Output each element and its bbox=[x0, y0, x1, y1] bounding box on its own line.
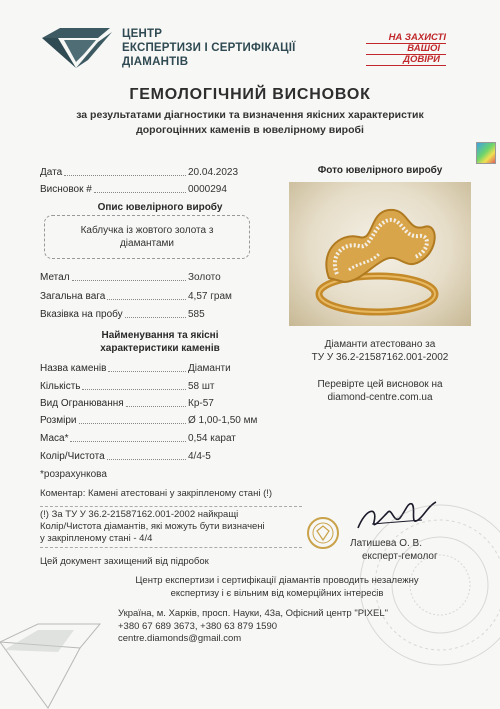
metal-row: Метал Золото bbox=[40, 272, 221, 283]
comment: Коментар: Камені атестовані у закріпленому стані (!) bbox=[40, 488, 273, 499]
document-subtitle: за результатами діагностики та визначення якісних характеристик дорогоцінних каменів в ювелірному виробі bbox=[76, 109, 424, 136]
verify-note: Перевірте цей висновок на diamond-centre.com.ua bbox=[317, 379, 443, 403]
ring-photo bbox=[289, 182, 471, 326]
protection-note: Цей документ захищений від підробок bbox=[40, 556, 209, 567]
slogan: НА ЗАХИСТІ ВАШОЇ ДОВІРИ bbox=[366, 33, 446, 66]
watermark-icon bbox=[330, 455, 500, 685]
cut-row: Вид Огранювання Кр-57 bbox=[40, 398, 214, 409]
independence-note: Центр експертизи і сертифікації діамантів проводить незалежну експертизу і є вільним від комерційних інтересів bbox=[135, 575, 419, 599]
item-description: Каблучка із жовтого золота з діамантами bbox=[44, 215, 250, 259]
mass-row: Маса* 0,54 карат bbox=[40, 433, 236, 444]
signer-role: експерт-гемолог bbox=[362, 551, 438, 562]
diamond-logo-icon bbox=[38, 26, 116, 70]
item-section-title: Опис ювелірного виробу bbox=[97, 202, 223, 213]
calculated-footnote: *розрахункова bbox=[40, 469, 107, 480]
conclusion-number-row: Висновок # 0000294 bbox=[40, 184, 227, 195]
size-row: Розміри Ø 1,00-1,50 мм bbox=[40, 415, 258, 426]
diamond-outline-icon bbox=[0, 620, 120, 709]
weight-row: Загальна вага 4,57 грам bbox=[40, 291, 232, 302]
document-title: ГЕМОЛОГІЧНИЙ ВИСНОВОК bbox=[129, 86, 371, 103]
signer-name: Латишева О. В. bbox=[350, 538, 422, 549]
organization-name: ЦЕНТР ЕКСПЕРТИЗИ І СЕРТИФІКАЦІЇ ДІАМАНТІВ bbox=[122, 28, 296, 68]
stone-count-row: Кількість 58 шт bbox=[40, 381, 215, 392]
color-clarity-row: Колір/Чистота 4/4-5 bbox=[40, 451, 211, 462]
stones-section-title: Найменування та якісні характеристики каменів bbox=[100, 330, 220, 354]
attestation-note: Діаманти атестовано за ТУ У 36.2-21587162.001-2002 bbox=[311, 339, 449, 363]
clarity-note: (!) За ТУ У 36.2-21587162.001-2002 найкращі Колір/Чистота діамантів, які можуть бути визначені у закріпленому стані - 4/4 bbox=[40, 506, 302, 548]
photo-title: Фото ювелірного виробу bbox=[317, 165, 443, 176]
contact-address: Україна, м. Харків, просп. Науки, 43а, Офісний центр "PIXEL" +380 67 689 3673, +380 63 879 1590 centre.diamonds@gmail.com bbox=[118, 608, 389, 644]
hologram-sticker bbox=[476, 142, 496, 164]
date-row: Дата 20.04.2023 bbox=[40, 167, 239, 178]
ring-image-icon bbox=[289, 182, 471, 326]
stone-name-row: Назва каменів Діаманти bbox=[40, 363, 231, 374]
hallmark-row: Вказівка на пробу 585 bbox=[40, 309, 205, 320]
